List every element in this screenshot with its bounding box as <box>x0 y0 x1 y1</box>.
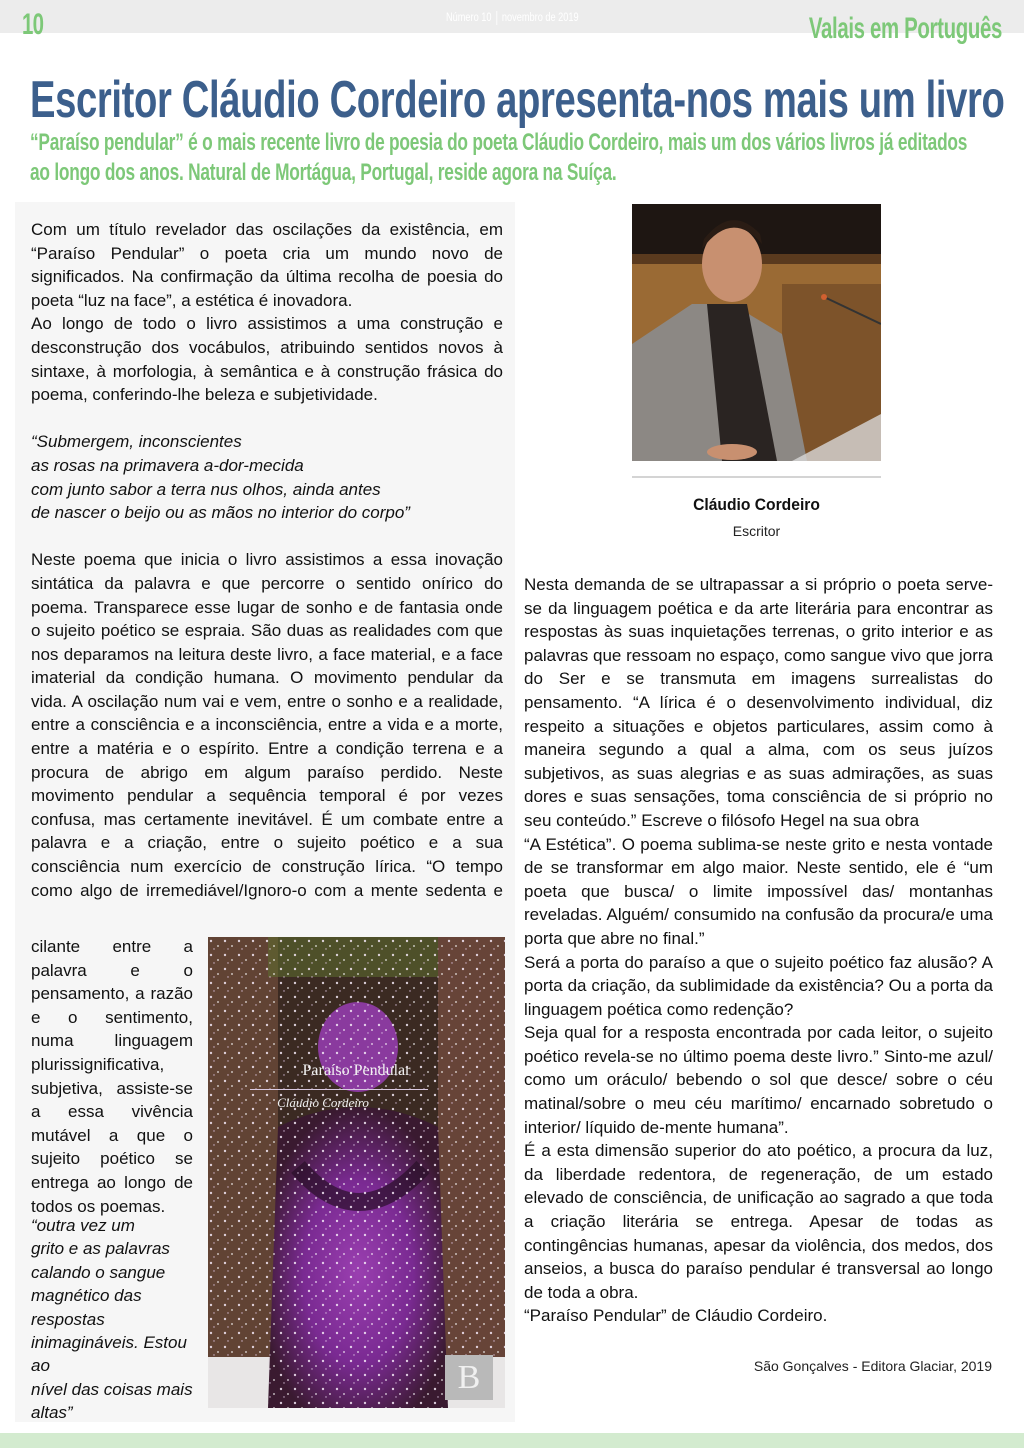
book-credit: São Gonçalves - Editora Glaciar, 2019 <box>753 1358 992 1374</box>
paragraph: É a esta dimensão superior do ato poético, a procura da luz, da liberdade redentora, de regeneração, de um estado elevado de consciência, de unificação ao sagrado a que toda a criação literária se entrega. Apesar de todas as contingências humanas, apesar da violência, dos medos, dos anseios, a busca do paraíso pendular é transversal ao longo de toda a obra. <box>524 1141 993 1302</box>
poem-line: com junto sabor a terra nus olhos, ainda antes <box>31 479 381 499</box>
paragraph: cilante entre a palavra e o pensamento, a razão e o sentimento, numa linguagem plurissignificativa, subjetiva, assiste-se a essa vivência mutável a que o sujeito poético se entrega ao longo de todos os poemas. <box>31 937 193 1216</box>
author-photo-artwork <box>632 204 881 461</box>
photo-caption-name: Cláudio Cordeiro <box>693 495 820 514</box>
poem-line: as rosas na primavera a-dor-mecida <box>31 455 304 475</box>
author-photo <box>632 204 881 461</box>
paragraph: Nesta demanda de se ultrapassar a si próprio o poeta serve-se da linguagem poética e da arte literária para encontrar as respostas às suas inquietações terrenas, o grito interior e as palavras que ressoam no espaço, como sangue vivo que jorra do Ser e se transmuta em imagens surrealistas do pensamento. “A lírica é o desenvolvimento individual, diz respeito a situações e objetos particulares, assim como à maneira segundo a qual a alma, com os seus juízos subjetivos, as suas alegrias e as suas admirações, as suas dores e suas sensações, toma consciência de si próprio no seu conteúdo.” Escreve o filósofo Hegel na sua obra <box>524 575 993 830</box>
article-standfirst: “Paraíso pendular” é o mais recente livro de poesia do poeta Cláudio Cordeiro, mais um dos vários livros já editados ao longo dos anos. Natural de Mortágua, Portugal, reside agora na Suíça. <box>30 129 968 186</box>
article-headline: Escritor Cláudio Cordeiro apresenta-nos mais um livro <box>30 71 1005 129</box>
book-cover-title: Paraíso Pendular <box>302 1062 411 1079</box>
paragraph: Seja qual for a resposta encontrada por cada leitor, o sujeito poético revela-se no último poema deste livro.” Sinto-me azul/ como um oráculo/ bebendo o sol que desce/ sobre o céu matinal/sobre o meu céu marítimo/ encarnado sobretudo o interior/ líquido de-mente humana”. <box>524 1023 993 1137</box>
poem-line: nível das coisas mais <box>31 1379 193 1399</box>
left-column <box>31 218 503 902</box>
page-number: 10 <box>22 8 44 41</box>
poem-line: “outra vez um <box>31 1216 135 1235</box>
issue-number: Número 10 <box>446 12 492 25</box>
poem-excerpt-2 <box>31 1214 201 1425</box>
wrapped-paragraph <box>31 935 193 1218</box>
poem-excerpt <box>31 430 503 524</box>
poem-line: altas” <box>31 1403 73 1423</box>
paragraph: “A Estética”. O poema sublima-se neste grito e nesta vontade de se transformar em algo maior. Neste sentido, ele é “um poeta que busca/ o limite impossível das/ montanhas reveladas. Alguém/ consumido na confusão da procura/e uma porta que abre no final.” <box>524 834 993 948</box>
paragraph: Com um título revelador das oscilações da existência, em “Paraíso Pendular” o poeta cria um mundo novo de significados. Na confirmação da última recolha de poesia do poeta “luz na face”, a estética é inovadora. <box>31 220 503 310</box>
book-cover-image <box>208 937 505 1408</box>
publisher-logo: B <box>445 1355 493 1400</box>
poem-line: de nascer o beijo ou as mãos no interior do corpo” <box>31 503 410 523</box>
issue-date: novembro de 2019 <box>501 12 579 25</box>
book-cover-artwork <box>208 937 505 1408</box>
right-column <box>524 573 993 1328</box>
poem-line: inimagináveis. Estou ao <box>31 1333 187 1376</box>
paragraph: Ao longo de todo o livro assistimos a uma construção e desconstrução dos vocábulos, atribuindo sentidos novos à sintaxe, à morfologia, à semântica e à construção frásica do poema, conferindo-lhe beleza e subjetividade. <box>31 314 503 405</box>
book-cover-divider <box>250 1089 428 1090</box>
poem-line: calando o sangue <box>31 1262 166 1282</box>
issue-separator <box>496 11 497 25</box>
paragraph: Será a porta do paraíso a que o sujeito poético faz alusão? A porta da criação, da sublimidade da existência? Ou a porta da linguagem poética como redenção? <box>524 952 993 1019</box>
poem-line: grito e as palavras <box>31 1239 170 1259</box>
magazine-title: Valais em Português <box>808 12 1002 45</box>
poem-line: “Submergem, inconscientes <box>31 432 242 452</box>
photo-caption-role: Escritor <box>732 523 781 539</box>
paragraph: Neste poema que inicia o livro assistimos a essa inovação sintática da palavra e que percorre o sentido onírico do poema. Transparece esse lugar de sonho e de fantasia onde o sujeito poético se espraia. São duas as realidades com que nos deparamos na leitura deste livro, a face material, e a face imaterial da condição humana. O movimento pendular da vida. A oscilação num vai e vem, entre o sonho e a realidade, entre a consciência e a inconsciência, entre a vida e a morte, entre a matéria e o espírito. Entre a condição terrena e a procura de abrigo em algum paraíso perdido. Neste movimento pendular a sequência temporal é por vezes confusa, mas certamente inevitável. É um combate entre a palavra e a criação, entre o sujeito poético e a sua consciência num exercício de construção lírica. “O tempo como algo de irremediável/Ignoro-o com a mente sedenta e <box>31 550 503 900</box>
poem-line: respostas <box>31 1309 105 1329</box>
book-cover-author: Cláudio Cordeiro <box>277 1095 369 1110</box>
paragraph: “Paraíso Pendular” de Cláudio Cordeiro. <box>524 1306 828 1326</box>
issue-info <box>446 11 579 25</box>
footer-band <box>0 1433 1024 1448</box>
poem-line: magnético das <box>31 1286 142 1306</box>
caption-divider <box>632 476 881 478</box>
